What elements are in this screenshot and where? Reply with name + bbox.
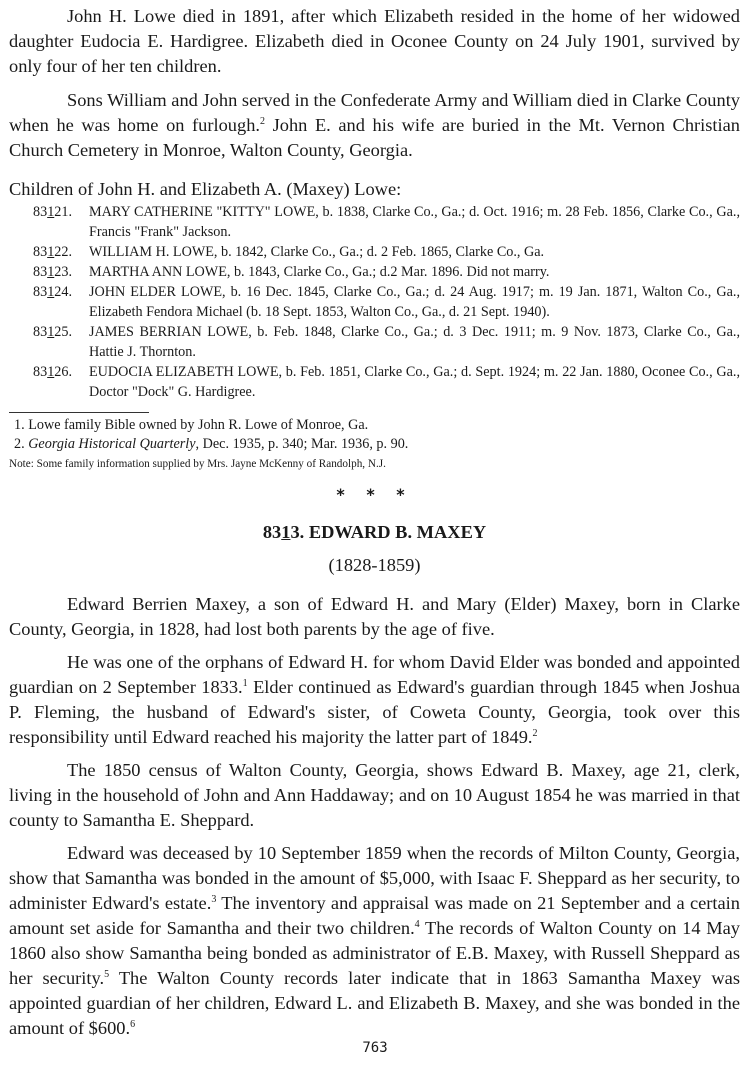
paragraph-text: The inventory and appraisal was made on 21 September and a certain amount set aside for Samantha and their two children. <box>9 893 740 938</box>
footnote-ref: 2 <box>532 727 538 739</box>
child-text: MARTHA ANN LOWE, b. 1843, Clarke Co., Ga.; d.2 Mar. 1896. Did not marry. <box>89 264 550 280</box>
paragraph-text: John E. and his wife are buried in the Mt. Vernon Christian Church Cemetery in Monroe, Walton County, Georgia. <box>9 115 740 160</box>
paragraph-lowe-death <box>9 4 740 79</box>
child-entry <box>9 362 740 402</box>
footnotes-list <box>9 416 740 454</box>
child-number: 83123. <box>33 264 73 280</box>
footnote <box>9 435 740 454</box>
footnote-text: Lowe family Bible owned by John R. Lowe of Monroe, Ga. <box>28 417 369 433</box>
child-text: EUDOCIA ELIZABETH LOWE, b. Feb. 1851, Clarke Co., Ga.; d. Sept. 1924; m. 22 Jan. 1880, Oconee Co., Ga., Doctor "Dock" G. Hardigree. <box>89 364 740 400</box>
family-info-note: Note: Some family information supplied by Mrs. Jayne McKenny of Randolph, N.J. <box>9 458 386 470</box>
paragraph-text: Sons William and John served in the Confederate Army and William died in Clarke County when he was home on furlough. <box>9 90 740 135</box>
child-entry <box>9 262 740 282</box>
paragraph-edward-birth <box>9 592 740 642</box>
section-title: 8313. EDWARD B. MAXEY <box>262 522 487 542</box>
paragraph-text: John H. Lowe died in 1891, after which Elizabeth resided in the home of her widowed daughter Eudocia E. Hardigree. Elizabeth died in Oconee County on 24 July 1901, survived by only four of her ten children. <box>9 6 740 76</box>
child-entry <box>9 322 740 362</box>
child-text: MARY CATHERINE "KITTY" LOWE, b. 1838, Clarke Co., Ga.; d. Oct. 1916; m. 28 Feb. 1856, Clarke Co., Ga., Francis "Frank" Jackson. <box>89 204 740 240</box>
child-number: 83125. <box>33 324 73 340</box>
paragraph-text: The 1850 census of Walton County, Georgia, shows Edward B. Maxey, age 21, clerk, living in the household of John and Ann Haddaway; and on 10 August 1854 he was married in that county to Samantha E. Sheppard. <box>9 760 740 830</box>
paragraph-text: The Walton County records later indicate that in 1863 Samantha Maxey was appointed guardian of her children, Edward L. and Elizabeth B. Maxey, and she was bonded in the amount of $600. <box>9 968 740 1038</box>
child-text: WILLIAM H. LOWE, b. 1842, Clarke Co., Ga.; d. 2 Feb. 1865, Clarke Co., Ga. <box>89 244 545 260</box>
footnote-divider <box>9 412 149 413</box>
children-heading: Children of John H. and Elizabeth A. (Maxey) Lowe: <box>9 179 402 199</box>
section-separator: * * * <box>336 485 413 504</box>
child-number: 83126. <box>33 364 73 380</box>
footnote-number: 1. <box>14 417 25 433</box>
child-number: 83124. <box>33 284 73 300</box>
footnote-ref: 6 <box>130 1018 136 1030</box>
children-list <box>9 202 740 402</box>
paragraph-census-marriage <box>9 758 740 833</box>
footnote <box>9 416 740 435</box>
paragraph-estate-records <box>9 841 740 1041</box>
child-number: 83122. <box>33 244 73 260</box>
child-text: JOHN ELDER LOWE, b. 16 Dec. 1845, Clarke Co., Ga.; d. 24 Aug. 1917; m. 19 Jan. 1871, Walton Co., Ga., Elizabeth Fendora Michael (b. 18 Sept. 1853, Walton Co., Ga., d. 21 Sept. 1940). <box>89 284 740 320</box>
footnote-text: , Dec. 1935, p. 340; Mar. 1936, p. 90. <box>195 436 409 452</box>
paragraph-sons-confederate <box>9 88 740 163</box>
paragraph-text: Elder continued as Edward's guardian through 1845 when Joshua P. Fleming, the husband of Edward's sister, of Coweta County, Georgia, took over this responsibility until Edward reached his majority the latter part of 1849. <box>9 677 740 747</box>
child-entry <box>9 282 740 322</box>
paragraph-text: Edward Berrien Maxey, a son of Edward H. and Mary (Elder) Maxey, born in Clarke County, Georgia, in 1828, had lost both parents by the age of five. <box>9 594 740 639</box>
paragraph-text: The records of Walton County on 14 May 1860 also show Samantha being bonded as administrator of E.B. Maxey, with Russell Sheppard as her security. <box>9 918 740 988</box>
footnote-ref: 5 <box>104 968 110 980</box>
footnote-journal-title: Georgia Historical Quarterly <box>28 436 196 452</box>
footnote-ref: 1 <box>242 677 248 689</box>
section-dates: (1828-1859) <box>328 555 421 575</box>
paragraph-orphan-guardian <box>9 650 740 750</box>
footnote-ref: 3 <box>211 893 217 905</box>
paragraph-text: He was one of the orphans of Edward H. for whom David Elder was bonded and appointed guardian on 2 September 1833. <box>9 652 740 697</box>
footnote-number: 2. <box>14 436 25 452</box>
child-number: 83121. <box>33 204 73 220</box>
footnote-ref: 4 <box>414 918 420 930</box>
footnote-ref: 2 <box>260 115 265 127</box>
child-entry <box>9 202 740 242</box>
page-number: 763 <box>362 1040 388 1056</box>
paragraph-text: Edward was deceased by 10 September 1859 when the records of Milton County, Georgia, show that Samantha was bonded in the amount of $5,000, with Isaac F. Sheppard as her security, to administer Edward's estate. <box>9 843 740 913</box>
child-text: JAMES BERRIAN LOWE, b. Feb. 1848, Clarke Co., Ga.; d. 3 Dec. 1911; m. 9 Nov. 1873, Clarke Co., Ga., Hattie J. Thornton. <box>89 324 740 360</box>
child-entry <box>9 242 740 262</box>
